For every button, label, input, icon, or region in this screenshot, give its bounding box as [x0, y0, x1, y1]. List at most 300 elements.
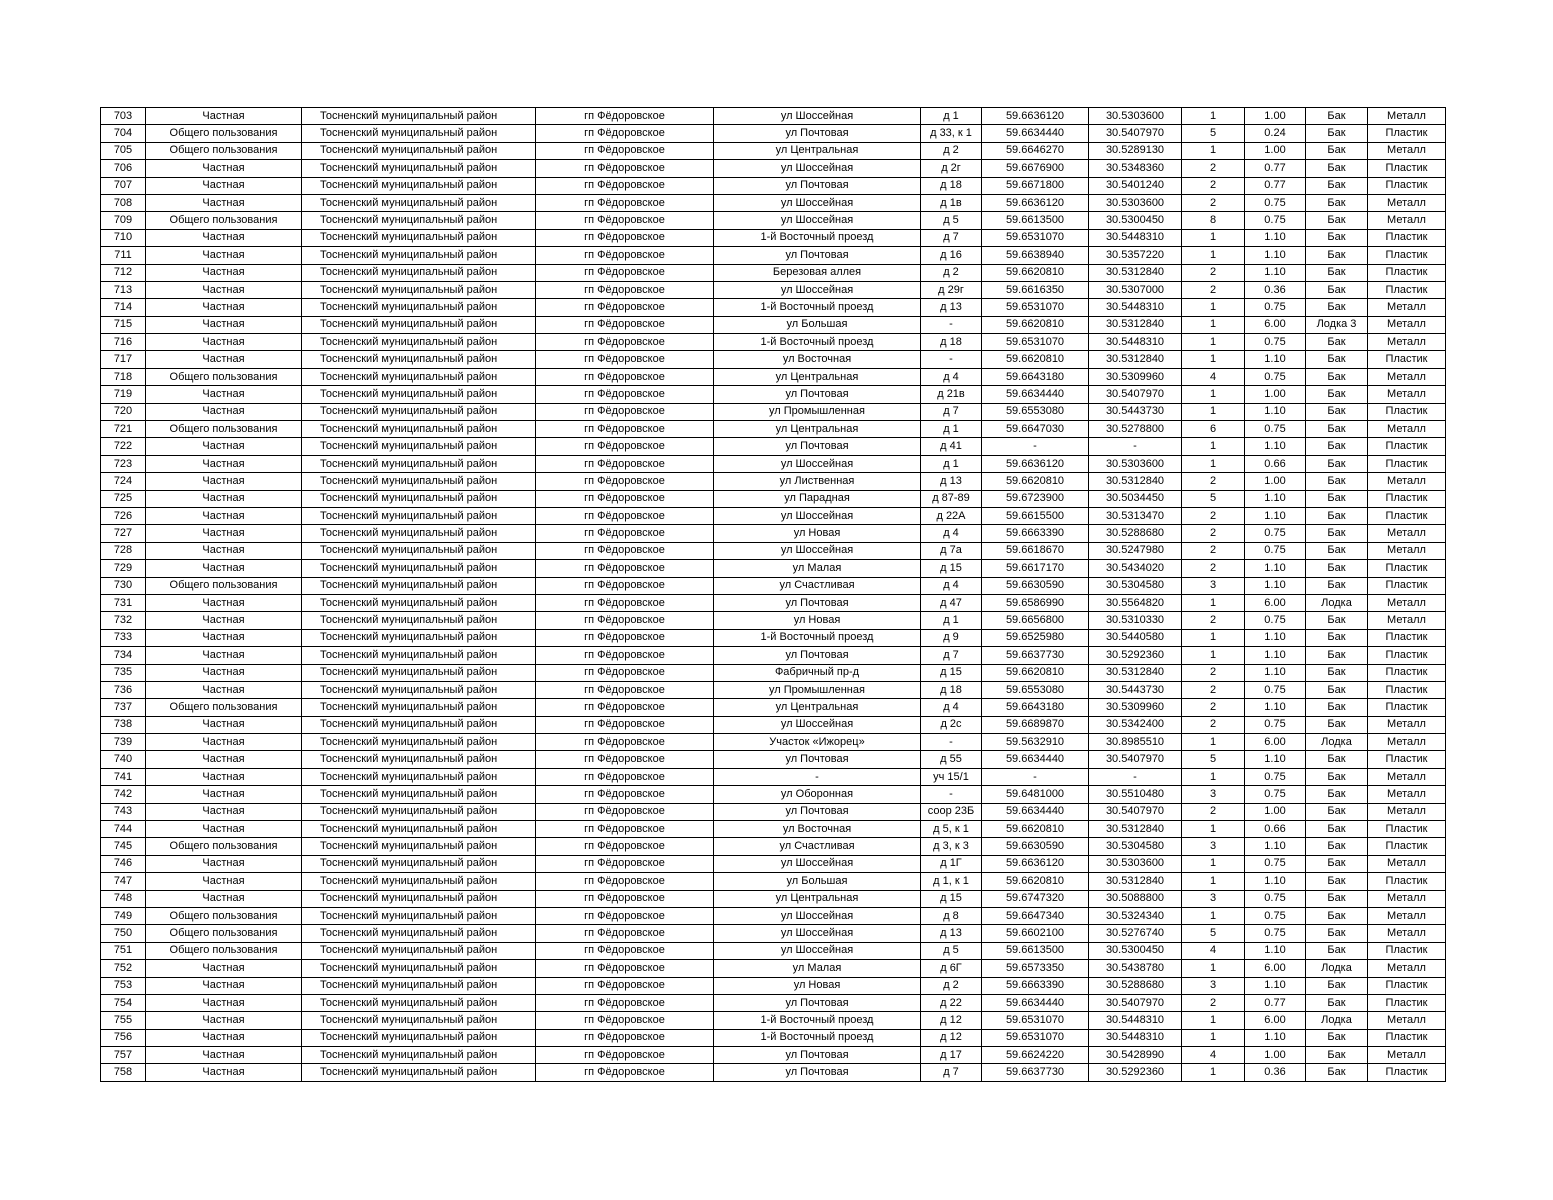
- table-row: [101, 942, 1446, 959]
- cell-house: д 5: [921, 942, 982, 959]
- table-row: [101, 264, 1446, 281]
- cell-volume: 0.75: [1245, 786, 1306, 803]
- cell-container-count: 1: [1182, 403, 1245, 420]
- cell-material: Пластик: [1368, 281, 1446, 298]
- cell-house: д 5, к 1: [921, 821, 982, 838]
- cell-latitude: 59.6553080: [982, 403, 1089, 420]
- cell-longitude: 30.5288680: [1089, 525, 1182, 542]
- cell-latitude: 59.6643180: [982, 699, 1089, 716]
- cell-house: д 7: [921, 647, 982, 664]
- cell-street: 1-й Восточный проезд: [714, 629, 921, 646]
- cell-container-count: 1: [1182, 1029, 1245, 1046]
- cell-container-type: Бак: [1306, 751, 1368, 768]
- table-row: [101, 594, 1446, 611]
- cell-street: ул Парадная: [714, 490, 921, 507]
- cell-ownership: Частная: [146, 734, 302, 751]
- cell-house: д 1: [921, 421, 982, 438]
- cell-street: ул Промышленная: [714, 681, 921, 698]
- cell-street: ул Центральная: [714, 699, 921, 716]
- table-row: [101, 925, 1446, 942]
- cell-container-count: 2: [1182, 716, 1245, 733]
- cell-settlement: гп Фёдоровское: [536, 751, 714, 768]
- cell-row-number: 703: [101, 108, 146, 125]
- cell-latitude: 59.6630590: [982, 577, 1089, 594]
- cell-ownership: Частная: [146, 351, 302, 368]
- cell-district: Тосненский муниципальный район: [302, 838, 536, 855]
- cell-longitude: 30.5300450: [1089, 212, 1182, 229]
- cell-ownership: Частная: [146, 177, 302, 194]
- cell-volume: 0.75: [1245, 612, 1306, 629]
- table-row: [101, 681, 1446, 698]
- cell-longitude: 30.5324340: [1089, 907, 1182, 924]
- cell-street: ул Почтовая: [714, 247, 921, 264]
- cell-district: Тосненский муниципальный район: [302, 438, 536, 455]
- cell-ownership: Общего пользования: [146, 942, 302, 959]
- cell-container-type: Бак: [1306, 803, 1368, 820]
- cell-street: ул Почтовая: [714, 1047, 921, 1064]
- table-row: [101, 403, 1446, 420]
- cell-material: Пластик: [1368, 577, 1446, 594]
- cell-material: Металл: [1368, 299, 1446, 316]
- cell-container-type: Бак: [1306, 1064, 1368, 1081]
- cell-container-type: Бак: [1306, 855, 1368, 872]
- cell-latitude: 59.6531070: [982, 299, 1089, 316]
- cell-street: Участок «Ижорец»: [714, 734, 921, 751]
- table-row: [101, 368, 1446, 385]
- cell-container-count: 1: [1182, 768, 1245, 785]
- table-row: [101, 160, 1446, 177]
- table-row: [101, 612, 1446, 629]
- cell-longitude: 30.5247980: [1089, 542, 1182, 559]
- cell-ownership: Частная: [146, 108, 302, 125]
- cell-ownership: Частная: [146, 960, 302, 977]
- cell-container-count: 4: [1182, 1047, 1245, 1064]
- cell-district: Тосненский муниципальный район: [302, 281, 536, 298]
- table-row: [101, 716, 1446, 733]
- cell-settlement: гп Фёдоровское: [536, 316, 714, 333]
- cell-latitude: 59.6663390: [982, 525, 1089, 542]
- cell-house: д 8: [921, 907, 982, 924]
- cell-house: д 3, к 3: [921, 838, 982, 855]
- table-row: [101, 247, 1446, 264]
- cell-material: Пластик: [1368, 125, 1446, 142]
- cell-container-count: 2: [1182, 194, 1245, 211]
- cell-latitude: 59.6747320: [982, 890, 1089, 907]
- table-row: [101, 455, 1446, 472]
- cell-settlement: гп Фёдоровское: [536, 1047, 714, 1064]
- cell-house: д 13: [921, 925, 982, 942]
- cell-row-number: 711: [101, 247, 146, 264]
- cell-longitude: 30.5276740: [1089, 925, 1182, 942]
- cell-volume: 1.10: [1245, 664, 1306, 681]
- cell-street: ул Новая: [714, 977, 921, 994]
- cell-settlement: гп Фёдоровское: [536, 351, 714, 368]
- cell-material: Пластик: [1368, 942, 1446, 959]
- cell-longitude: 30.5313470: [1089, 507, 1182, 524]
- cell-ownership: Частная: [146, 786, 302, 803]
- cell-container-type: Бак: [1306, 108, 1368, 125]
- cell-longitude: 30.5292360: [1089, 647, 1182, 664]
- table-row: [101, 560, 1446, 577]
- cell-material: Пластик: [1368, 838, 1446, 855]
- cell-settlement: гп Фёдоровское: [536, 473, 714, 490]
- cell-street: ул Шоссейная: [714, 925, 921, 942]
- table-row: [101, 212, 1446, 229]
- cell-street: ул Почтовая: [714, 438, 921, 455]
- cell-container-count: 1: [1182, 629, 1245, 646]
- cell-district: Тосненский муниципальный район: [302, 699, 536, 716]
- cell-volume: 1.00: [1245, 473, 1306, 490]
- cell-material: Металл: [1368, 594, 1446, 611]
- cell-container-type: Бак: [1306, 994, 1368, 1011]
- table-row: [101, 821, 1446, 838]
- cell-material: Металл: [1368, 734, 1446, 751]
- table-row: [101, 421, 1446, 438]
- cell-longitude: 30.5304580: [1089, 838, 1182, 855]
- table-row: [101, 525, 1446, 542]
- cell-latitude: 59.6636120: [982, 455, 1089, 472]
- cell-latitude: 59.6613500: [982, 212, 1089, 229]
- cell-longitude: 30.5401240: [1089, 177, 1182, 194]
- cell-street: ул Шоссейная: [714, 716, 921, 733]
- cell-row-number: 751: [101, 942, 146, 959]
- cell-longitude: 30.5407970: [1089, 803, 1182, 820]
- cell-longitude: 30.5312840: [1089, 664, 1182, 681]
- cell-row-number: 719: [101, 386, 146, 403]
- cell-latitude: 59.6620810: [982, 351, 1089, 368]
- cell-district: Тосненский муниципальный район: [302, 316, 536, 333]
- cell-ownership: Частная: [146, 299, 302, 316]
- cell-row-number: 720: [101, 403, 146, 420]
- cell-row-number: 745: [101, 838, 146, 855]
- cell-volume: 1.10: [1245, 247, 1306, 264]
- cell-row-number: 740: [101, 751, 146, 768]
- cell-street: Березовая аллея: [714, 264, 921, 281]
- cell-street: ул Большая: [714, 316, 921, 333]
- cell-house: д 13: [921, 473, 982, 490]
- cell-material: Металл: [1368, 960, 1446, 977]
- cell-container-count: 4: [1182, 942, 1245, 959]
- cell-container-type: Бак: [1306, 542, 1368, 559]
- table-row: [101, 577, 1446, 594]
- cell-material: Металл: [1368, 855, 1446, 872]
- cell-district: Тосненский муниципальный район: [302, 977, 536, 994]
- cell-settlement: гп Фёдоровское: [536, 334, 714, 351]
- cell-container-count: 1: [1182, 1012, 1245, 1029]
- cell-volume: 6.00: [1245, 316, 1306, 333]
- cell-ownership: Частная: [146, 160, 302, 177]
- cell-container-count: 2: [1182, 264, 1245, 281]
- cell-material: Металл: [1368, 334, 1446, 351]
- cell-street: ул Лиственная: [714, 473, 921, 490]
- cell-district: Тосненский муниципальный район: [302, 142, 536, 159]
- cell-material: Металл: [1368, 316, 1446, 333]
- cell-latitude: 59.6636120: [982, 194, 1089, 211]
- cell-longitude: 30.5307000: [1089, 281, 1182, 298]
- cell-material: Пластик: [1368, 403, 1446, 420]
- cell-street: ул Почтовая: [714, 594, 921, 611]
- cell-container-count: 1: [1182, 734, 1245, 751]
- cell-volume: 0.75: [1245, 925, 1306, 942]
- cell-row-number: 705: [101, 142, 146, 159]
- cell-ownership: Частная: [146, 751, 302, 768]
- cell-house: -: [921, 734, 982, 751]
- cell-settlement: гп Фёдоровское: [536, 873, 714, 890]
- cell-house: уч 15/1: [921, 768, 982, 785]
- cell-longitude: 30.5510480: [1089, 786, 1182, 803]
- table-row: [101, 803, 1446, 820]
- cell-district: Тосненский муниципальный район: [302, 629, 536, 646]
- cell-volume: 1.10: [1245, 351, 1306, 368]
- cell-longitude: 30.5312840: [1089, 473, 1182, 490]
- table-row: [101, 994, 1446, 1011]
- cell-container-count: 2: [1182, 507, 1245, 524]
- cell-latitude: 59.6638940: [982, 247, 1089, 264]
- cell-house: д 22: [921, 994, 982, 1011]
- cell-row-number: 706: [101, 160, 146, 177]
- cell-settlement: гп Фёдоровское: [536, 142, 714, 159]
- cell-row-number: 731: [101, 594, 146, 611]
- cell-ownership: Частная: [146, 194, 302, 211]
- cell-container-type: Бак: [1306, 786, 1368, 803]
- cell-settlement: гп Фёдоровское: [536, 281, 714, 298]
- cell-ownership: Частная: [146, 855, 302, 872]
- cell-container-type: Бак: [1306, 577, 1368, 594]
- cell-street: ул Центральная: [714, 368, 921, 385]
- cell-ownership: Частная: [146, 1064, 302, 1081]
- cell-ownership: Частная: [146, 473, 302, 490]
- cell-material: Пластик: [1368, 873, 1446, 890]
- cell-latitude: 59.6636120: [982, 108, 1089, 125]
- cell-row-number: 748: [101, 890, 146, 907]
- cell-longitude: 30.5309960: [1089, 368, 1182, 385]
- cell-volume: 0.75: [1245, 334, 1306, 351]
- cell-container-type: Лодка: [1306, 734, 1368, 751]
- cell-district: Тосненский муниципальный район: [302, 1047, 536, 1064]
- cell-settlement: гп Фёдоровское: [536, 368, 714, 385]
- cell-longitude: 30.5443730: [1089, 403, 1182, 420]
- cell-container-count: 4: [1182, 368, 1245, 385]
- cell-material: Пластик: [1368, 247, 1446, 264]
- cell-settlement: гп Фёдоровское: [536, 247, 714, 264]
- cell-district: Тосненский муниципальный район: [302, 594, 536, 611]
- table-row: [101, 1064, 1446, 1081]
- cell-settlement: гп Фёдоровское: [536, 907, 714, 924]
- cell-material: Пластик: [1368, 229, 1446, 246]
- table-row: [101, 334, 1446, 351]
- cell-ownership: Частная: [146, 994, 302, 1011]
- cell-volume: 0.75: [1245, 368, 1306, 385]
- cell-container-type: Бак: [1306, 455, 1368, 472]
- cell-material: Пластик: [1368, 751, 1446, 768]
- cell-street: ул Почтовая: [714, 751, 921, 768]
- cell-latitude: 59.6613500: [982, 942, 1089, 959]
- cell-container-type: Бак: [1306, 386, 1368, 403]
- cell-container-type: Бак: [1306, 212, 1368, 229]
- cell-house: д 15: [921, 560, 982, 577]
- cell-row-number: 756: [101, 1029, 146, 1046]
- cell-settlement: гп Фёдоровское: [536, 455, 714, 472]
- cell-street: ул Промышленная: [714, 403, 921, 420]
- cell-material: Металл: [1368, 108, 1446, 125]
- cell-volume: 0.75: [1245, 212, 1306, 229]
- cell-house: д 4: [921, 577, 982, 594]
- cell-settlement: гп Фёдоровское: [536, 177, 714, 194]
- cell-row-number: 707: [101, 177, 146, 194]
- cell-container-type: Бак: [1306, 716, 1368, 733]
- cell-settlement: гп Фёдоровское: [536, 786, 714, 803]
- cell-ownership: Частная: [146, 247, 302, 264]
- cell-house: д 22А: [921, 507, 982, 524]
- cell-ownership: Частная: [146, 612, 302, 629]
- cell-material: Металл: [1368, 194, 1446, 211]
- cell-volume: 0.77: [1245, 994, 1306, 1011]
- cell-material: Металл: [1368, 803, 1446, 820]
- cell-district: Тосненский муниципальный район: [302, 542, 536, 559]
- cell-volume: 0.75: [1245, 907, 1306, 924]
- table-row: [101, 281, 1446, 298]
- cell-street: ул Центральная: [714, 142, 921, 159]
- cell-material: Пластик: [1368, 647, 1446, 664]
- table-row: [101, 386, 1446, 403]
- cell-ownership: Частная: [146, 560, 302, 577]
- cell-volume: 0.75: [1245, 542, 1306, 559]
- cell-container-type: Бак: [1306, 647, 1368, 664]
- cell-district: Тосненский муниципальный район: [302, 525, 536, 542]
- cell-latitude: -: [982, 768, 1089, 785]
- cell-street: ул Шоссейная: [714, 507, 921, 524]
- cell-ownership: Частная: [146, 1012, 302, 1029]
- cell-settlement: гп Фёдоровское: [536, 994, 714, 1011]
- cell-latitude: -: [982, 438, 1089, 455]
- cell-container-type: Бак: [1306, 925, 1368, 942]
- cell-latitude: 59.6637730: [982, 1064, 1089, 1081]
- cell-district: Тосненский муниципальный район: [302, 490, 536, 507]
- table-body: [101, 108, 1446, 1082]
- cell-container-type: Бак: [1306, 299, 1368, 316]
- table-row: [101, 768, 1446, 785]
- cell-street: ул Восточная: [714, 821, 921, 838]
- cell-volume: 0.75: [1245, 768, 1306, 785]
- cell-row-number: 749: [101, 907, 146, 924]
- cell-settlement: гп Фёдоровское: [536, 577, 714, 594]
- cell-longitude: 30.5407970: [1089, 125, 1182, 142]
- cell-container-type: Бак: [1306, 490, 1368, 507]
- cell-row-number: 737: [101, 699, 146, 716]
- table-row: [101, 664, 1446, 681]
- cell-material: Металл: [1368, 768, 1446, 785]
- cell-latitude: 59.6663390: [982, 977, 1089, 994]
- cell-settlement: гп Фёдоровское: [536, 681, 714, 698]
- cell-district: Тосненский муниципальный район: [302, 647, 536, 664]
- cell-street: ул Почтовая: [714, 177, 921, 194]
- cell-house: д 7: [921, 403, 982, 420]
- table-row: [101, 890, 1446, 907]
- cell-longitude: 30.5448310: [1089, 334, 1182, 351]
- cell-material: Пластик: [1368, 821, 1446, 838]
- cell-row-number: 734: [101, 647, 146, 664]
- cell-container-type: Бак: [1306, 473, 1368, 490]
- table-row: [101, 629, 1446, 646]
- cell-settlement: гп Фёдоровское: [536, 716, 714, 733]
- cell-latitude: 59.6656800: [982, 612, 1089, 629]
- cell-longitude: 30.5564820: [1089, 594, 1182, 611]
- cell-container-count: 2: [1182, 664, 1245, 681]
- cell-volume: 0.75: [1245, 525, 1306, 542]
- cell-container-type: Бак: [1306, 142, 1368, 159]
- table-row: [101, 542, 1446, 559]
- cell-house: д 15: [921, 664, 982, 681]
- cell-settlement: гп Фёдоровское: [536, 838, 714, 855]
- cell-container-count: 2: [1182, 560, 1245, 577]
- cell-container-count: 1: [1182, 821, 1245, 838]
- cell-house: д 1, к 1: [921, 873, 982, 890]
- cell-settlement: гп Фёдоровское: [536, 942, 714, 959]
- cell-row-number: 729: [101, 560, 146, 577]
- cell-district: Тосненский муниципальный район: [302, 803, 536, 820]
- cell-settlement: гп Фёдоровское: [536, 438, 714, 455]
- cell-material: Металл: [1368, 142, 1446, 159]
- cell-settlement: гп Фёдоровское: [536, 160, 714, 177]
- cell-container-count: 2: [1182, 281, 1245, 298]
- cell-row-number: 723: [101, 455, 146, 472]
- cell-ownership: Общего пользования: [146, 368, 302, 385]
- cell-district: Тосненский муниципальный район: [302, 299, 536, 316]
- cell-street: 1-й Восточный проезд: [714, 299, 921, 316]
- table-row: [101, 786, 1446, 803]
- cell-house: д 55: [921, 751, 982, 768]
- cell-settlement: гп Фёдоровское: [536, 507, 714, 524]
- cell-house: д 2: [921, 264, 982, 281]
- cell-longitude: 30.5310330: [1089, 612, 1182, 629]
- cell-row-number: 724: [101, 473, 146, 490]
- cell-container-count: 1: [1182, 142, 1245, 159]
- cell-longitude: 30.5312840: [1089, 873, 1182, 890]
- cell-settlement: гп Фёдоровское: [536, 194, 714, 211]
- cell-house: соор 23Б: [921, 803, 982, 820]
- cell-ownership: Общего пользования: [146, 925, 302, 942]
- cell-container-type: Бак: [1306, 229, 1368, 246]
- cell-material: Металл: [1368, 907, 1446, 924]
- cell-ownership: Частная: [146, 542, 302, 559]
- cell-latitude: 59.6620810: [982, 821, 1089, 838]
- cell-district: Тосненский муниципальный район: [302, 507, 536, 524]
- cell-volume: 1.10: [1245, 438, 1306, 455]
- cell-longitude: 30.5434020: [1089, 560, 1182, 577]
- cell-longitude: 30.5312840: [1089, 264, 1182, 281]
- cell-latitude: 59.6634440: [982, 125, 1089, 142]
- cell-container-type: Бак: [1306, 821, 1368, 838]
- cell-street: 1-й Восточный проезд: [714, 1012, 921, 1029]
- cell-row-number: 722: [101, 438, 146, 455]
- cell-row-number: 725: [101, 490, 146, 507]
- table-row: [101, 977, 1446, 994]
- cell-latitude: 59.6617170: [982, 560, 1089, 577]
- table-row: [101, 125, 1446, 142]
- cell-container-count: 3: [1182, 577, 1245, 594]
- cell-ownership: Частная: [146, 264, 302, 281]
- cell-latitude: 59.6573350: [982, 960, 1089, 977]
- cell-settlement: гп Фёдоровское: [536, 803, 714, 820]
- cell-settlement: гп Фёдоровское: [536, 612, 714, 629]
- cell-house: д 2: [921, 142, 982, 159]
- cell-row-number: 735: [101, 664, 146, 681]
- cell-street: ул Почтовая: [714, 1064, 921, 1081]
- cell-latitude: 59.6671800: [982, 177, 1089, 194]
- cell-district: Тосненский муниципальный район: [302, 403, 536, 420]
- cell-house: д 7а: [921, 542, 982, 559]
- cell-house: д 41: [921, 438, 982, 455]
